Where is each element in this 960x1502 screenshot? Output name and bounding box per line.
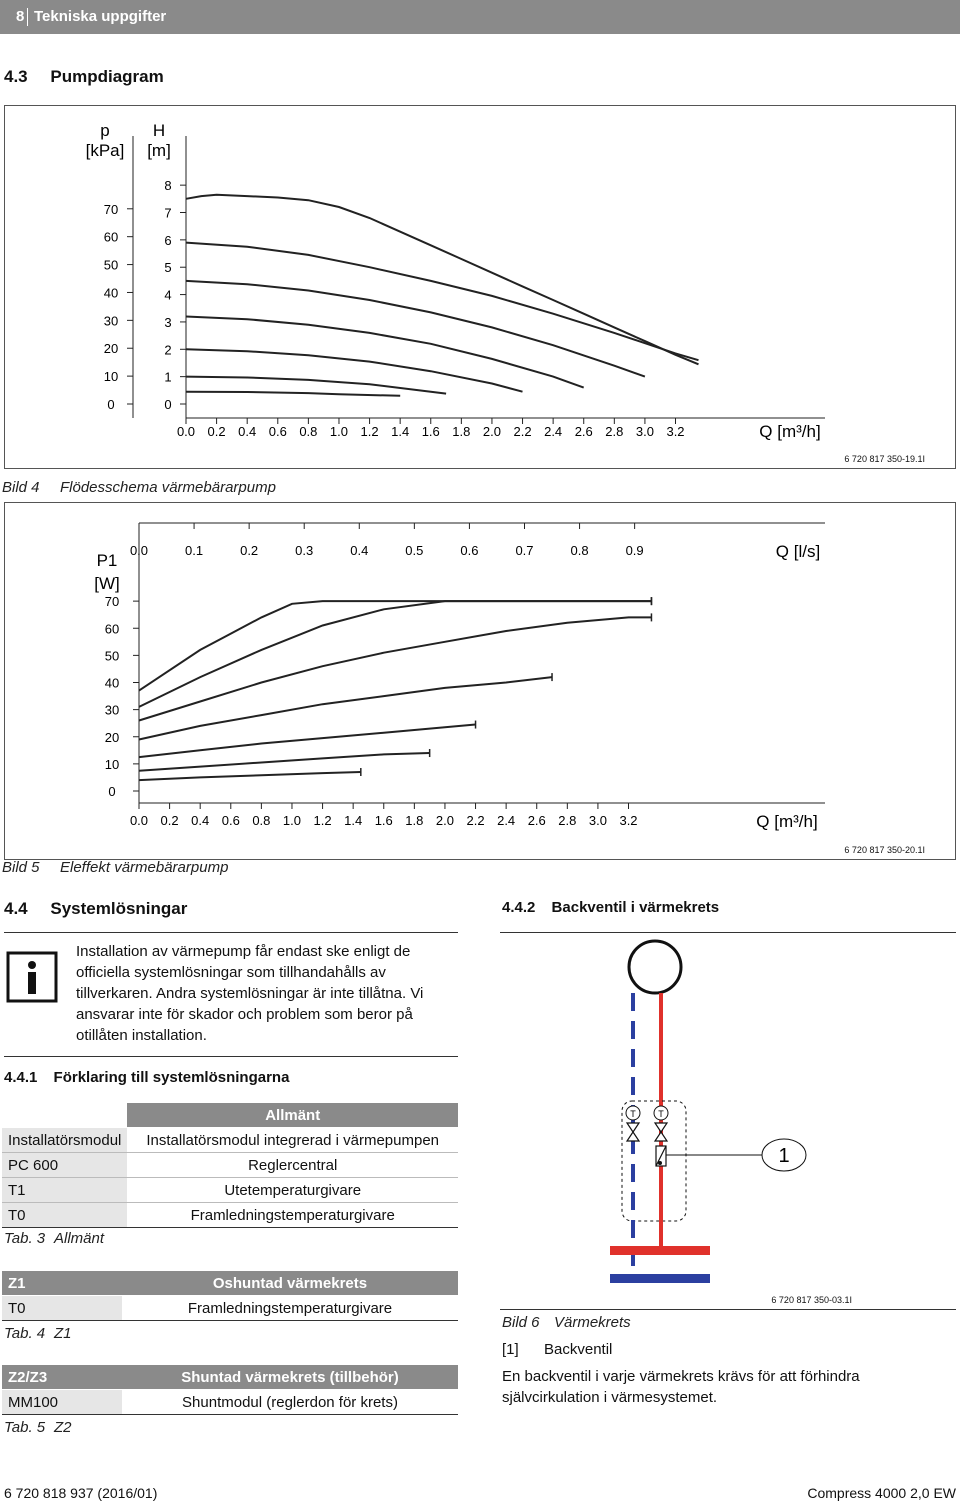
y-tick-label: 8 — [164, 178, 172, 194]
table-header-row — [2, 1103, 458, 1128]
x2-tick-label: 0.2 — [240, 543, 259, 558]
x-tick-label: 0.6 — [221, 813, 240, 828]
series-line — [139, 601, 652, 691]
x-tick-label: 1.0 — [282, 813, 302, 828]
page-header — [0, 0, 960, 34]
table-header-row — [2, 1271, 458, 1296]
table-cell-value: Framledningstemperaturgivare — [122, 1296, 458, 1321]
x-tick-label: 2.4 — [497, 813, 516, 828]
section-4-4-heading — [4, 899, 187, 919]
sensor-label: T — [630, 1109, 636, 1119]
x-tick-label: 1.0 — [329, 424, 349, 439]
table-header-key: Z2/Z3 — [2, 1365, 122, 1390]
x-tick-label: 0.2 — [207, 424, 226, 439]
shutoff-valve-icon — [627, 1123, 639, 1141]
x-tick-label: 0.8 — [252, 813, 271, 828]
caption-text: Eleffekt värmebärarpump — [60, 859, 229, 876]
y-tick-label: 0 — [108, 784, 116, 799]
x-tick-label: 2.0 — [435, 813, 454, 828]
table-4-caption — [4, 1325, 72, 1342]
legend-number: [1] — [502, 1341, 519, 1358]
series-line — [139, 772, 361, 780]
x-tick-label: 2.2 — [513, 424, 532, 439]
section-title: Backventil i värmekrets — [551, 899, 720, 916]
table-cell-key: T1 — [2, 1178, 127, 1203]
section-title: Systemlösningar — [50, 899, 188, 918]
x2-tick-label: 0.3 — [295, 543, 314, 558]
x-axis-label: Q [m³/h] — [756, 812, 818, 831]
caption-text: Allmänt — [54, 1230, 105, 1247]
table-cell-value: Framledningstemperaturgivare — [127, 1203, 458, 1228]
header-title: Tekniska uppgifter — [34, 8, 167, 25]
power-chart — [5, 503, 955, 859]
table-header-row — [2, 1365, 458, 1390]
table-3-caption — [4, 1230, 104, 1247]
x-tick-label: 2.8 — [605, 424, 624, 439]
table-header-key — [2, 1103, 127, 1128]
y-tick-label: 20 — [104, 729, 120, 745]
x-tick-label: 3.0 — [635, 424, 654, 439]
y2-tick-label: 40 — [103, 285, 119, 301]
caption-number: Bild 6 — [502, 1314, 540, 1331]
x-tick-label: 2.6 — [527, 813, 546, 828]
x-tick-label: 0.4 — [191, 813, 210, 828]
table-cell-key: MM100 — [2, 1390, 122, 1415]
figure-ref: 6 720 817 350-03.1I — [771, 1295, 852, 1305]
x-tick-label: 2.2 — [466, 813, 485, 828]
y2-axis-label: p — [100, 121, 110, 140]
y-tick-label: 6 — [164, 232, 172, 248]
series-line — [139, 753, 430, 771]
x-tick-label: 2.8 — [558, 813, 577, 828]
figure-5-caption — [2, 859, 228, 876]
x-tick-label: 2.0 — [482, 424, 501, 439]
x-tick-label: 3.0 — [588, 813, 607, 828]
y2-tick-label: 30 — [103, 313, 119, 329]
x-tick-label: 0.4 — [238, 424, 257, 439]
series-line — [186, 392, 400, 396]
figure-6-caption — [502, 1314, 631, 1331]
caption-number: Tab. 3 — [4, 1230, 46, 1247]
x-tick-label: 3.2 — [666, 424, 685, 439]
section-4-4-1-heading — [4, 1069, 289, 1086]
table-cell-key: Installatörsmodul — [2, 1128, 127, 1153]
x-tick-label: 1.2 — [360, 424, 379, 439]
section-title: Pumpdiagram — [50, 67, 164, 86]
supply-header — [610, 1246, 710, 1255]
section-title: Förklaring till systemlösningarna — [53, 1069, 290, 1086]
figure-ref: 6 720 817 350-19.1I — [844, 454, 925, 464]
sensor-label: T — [658, 1109, 664, 1119]
caption-number: Bild 5 — [2, 859, 40, 876]
x2-tick-label: 0.4 — [350, 543, 369, 558]
heat-pump-circle — [629, 941, 681, 993]
x-tick-label: 1.8 — [452, 424, 471, 439]
table-3 — [2, 1103, 458, 1228]
legend-text: Backventil — [544, 1341, 613, 1358]
x-tick-label: 1.2 — [313, 813, 332, 828]
table-5 — [2, 1365, 458, 1415]
table-header-value: Allmänt — [127, 1103, 458, 1128]
x2-tick-label: 0.5 — [405, 543, 424, 558]
section-4-3-heading — [4, 67, 164, 87]
table-header-value: Oshuntad värmekrets — [122, 1271, 458, 1296]
x2-axis-label: Q [l/s] — [775, 542, 821, 561]
x-tick-label: 0.2 — [160, 813, 179, 828]
y-tick-label: 10 — [104, 756, 120, 772]
x-tick-label: 1.4 — [391, 424, 410, 439]
backventil-paragraph: En backventil i varje värmekrets krävs för att förhindra självcirkulation i värmesystemet. — [502, 1368, 860, 1406]
x2-tick-label: 0.8 — [570, 543, 589, 558]
x-tick-label: 0.8 — [299, 424, 318, 439]
y-axis-unit: [m] — [147, 141, 171, 160]
x-tick-label: 3.2 — [619, 813, 638, 828]
series-line — [139, 677, 552, 739]
footer-doc-number: 6 720 818 937 (2016/01) — [4, 1485, 158, 1501]
section-number: 4.4.1 — [4, 1069, 38, 1086]
header-separator — [27, 8, 28, 26]
info-box — [4, 932, 458, 1057]
series-line — [139, 617, 652, 720]
shutoff-valve-icon — [655, 1123, 667, 1141]
series-line — [186, 195, 699, 365]
table-header-value: Shuntad värmekrets (tillbehör) — [122, 1365, 458, 1390]
figure-6-box — [500, 932, 956, 1310]
y-tick-label: 40 — [104, 675, 120, 691]
table-cell-value: Utetemperaturgivare — [127, 1178, 458, 1203]
y-axis-unit: [W] — [94, 574, 120, 593]
table-cell-value: Shuntmodul (reglerdon för krets) — [122, 1390, 458, 1415]
table-cell-key: PC 600 — [2, 1153, 127, 1178]
y-tick-label: 50 — [104, 648, 120, 664]
series-line — [186, 243, 699, 361]
table-cell-key: T0 — [2, 1296, 122, 1321]
figure-ref: 6 720 817 350-20.1I — [844, 845, 925, 855]
table-cell-value: Installatörsmodul integrerad i värmepumpen — [127, 1128, 458, 1153]
table-4 — [2, 1271, 458, 1321]
y-tick-label: 60 — [104, 621, 120, 637]
footer-product: Compress 4000 2,0 EW — [807, 1485, 956, 1501]
info-text: Installation av värmepump får endast ske enligt de officiella systemlösningar som tillhandahålls av tillverkaren. Andra systemlösningar är inte tillåtna. Vi ansvarar inte för skador och problem som beror på otillåten installation. — [76, 943, 424, 1044]
y2-tick-label: 20 — [103, 341, 119, 357]
table-row — [2, 1296, 458, 1321]
table-row — [2, 1153, 458, 1178]
figure-5-box — [4, 502, 956, 860]
y-tick-label: 2 — [164, 342, 172, 358]
heating-circuit-diagram — [500, 933, 956, 1309]
y-tick-label: 5 — [164, 260, 172, 276]
x2-tick-label: 0.0 — [129, 543, 149, 558]
callout-number: 1 — [778, 1145, 790, 1167]
table-row — [2, 1203, 458, 1228]
caption-number: Tab. 5 — [4, 1419, 46, 1436]
y-tick-label: 3 — [164, 314, 172, 330]
y2-tick-label: 60 — [103, 229, 119, 245]
x-tick-label: 0.0 — [176, 424, 196, 439]
x-tick-label: 0.0 — [129, 813, 149, 828]
y-tick-label: 70 — [104, 594, 120, 610]
x2-tick-label: 0.7 — [515, 543, 534, 558]
return-header — [610, 1274, 710, 1283]
info-icon — [6, 951, 58, 1003]
table-cell-value: Reglercentral — [127, 1153, 458, 1178]
caption-number: Bild 4 — [2, 479, 40, 496]
x-axis-label: Q [m³/h] — [759, 422, 821, 441]
x-tick-label: 1.6 — [374, 813, 393, 828]
figure-4-box — [4, 105, 956, 469]
y2-axis-unit: [kPa] — [85, 141, 125, 160]
caption-text: Z2 — [54, 1419, 72, 1436]
table-row — [2, 1178, 458, 1203]
y-tick-label: 30 — [104, 702, 120, 718]
series-line — [139, 601, 652, 707]
caption-number: Tab. 4 — [4, 1325, 46, 1342]
pump-head-chart — [5, 106, 955, 468]
x2-tick-label: 0.6 — [460, 543, 479, 558]
series-line — [186, 349, 523, 391]
caption-text: Z1 — [54, 1325, 72, 1342]
y-tick-label: 0 — [164, 397, 172, 412]
caption-text: Flödesschema värmebärarpump — [60, 479, 276, 496]
series-line — [186, 281, 645, 377]
y-tick-label: 4 — [164, 287, 172, 303]
x-tick-label: 1.4 — [344, 813, 363, 828]
y2-tick-label: 50 — [103, 257, 119, 273]
x-tick-label: 1.8 — [405, 813, 424, 828]
y2-tick-label: 0 — [107, 397, 115, 412]
figure-4-caption — [2, 479, 276, 496]
table-header-key: Z1 — [2, 1271, 122, 1296]
x-tick-label: 2.6 — [574, 424, 593, 439]
section-number: 4.4 — [4, 899, 28, 918]
y-axis-label: P1 — [96, 551, 118, 570]
x2-tick-label: 0.9 — [625, 543, 644, 558]
y-axis-label: H — [152, 121, 166, 140]
x-tick-label: 0.6 — [268, 424, 287, 439]
section-number: 4.4.2 — [502, 899, 536, 916]
table-row — [2, 1390, 458, 1415]
caption-text: Värmekrets — [554, 1314, 631, 1331]
page-number: 8 — [16, 8, 25, 25]
y-tick-label: 1 — [164, 369, 172, 385]
y2-tick-label: 10 — [103, 369, 119, 385]
x-tick-label: 1.6 — [421, 424, 440, 439]
legend-item — [502, 1339, 612, 1360]
y-tick-label: 7 — [164, 205, 172, 221]
section-number: 4.3 — [4, 67, 28, 86]
x2-tick-label: 0.1 — [185, 543, 204, 558]
table-5-caption — [4, 1419, 72, 1436]
section-4-4-2-heading — [502, 899, 719, 916]
table-cell-key: T0 — [2, 1203, 127, 1228]
table-row — [2, 1128, 458, 1153]
y2-tick-label: 70 — [103, 201, 119, 217]
x-tick-label: 2.4 — [544, 424, 563, 439]
